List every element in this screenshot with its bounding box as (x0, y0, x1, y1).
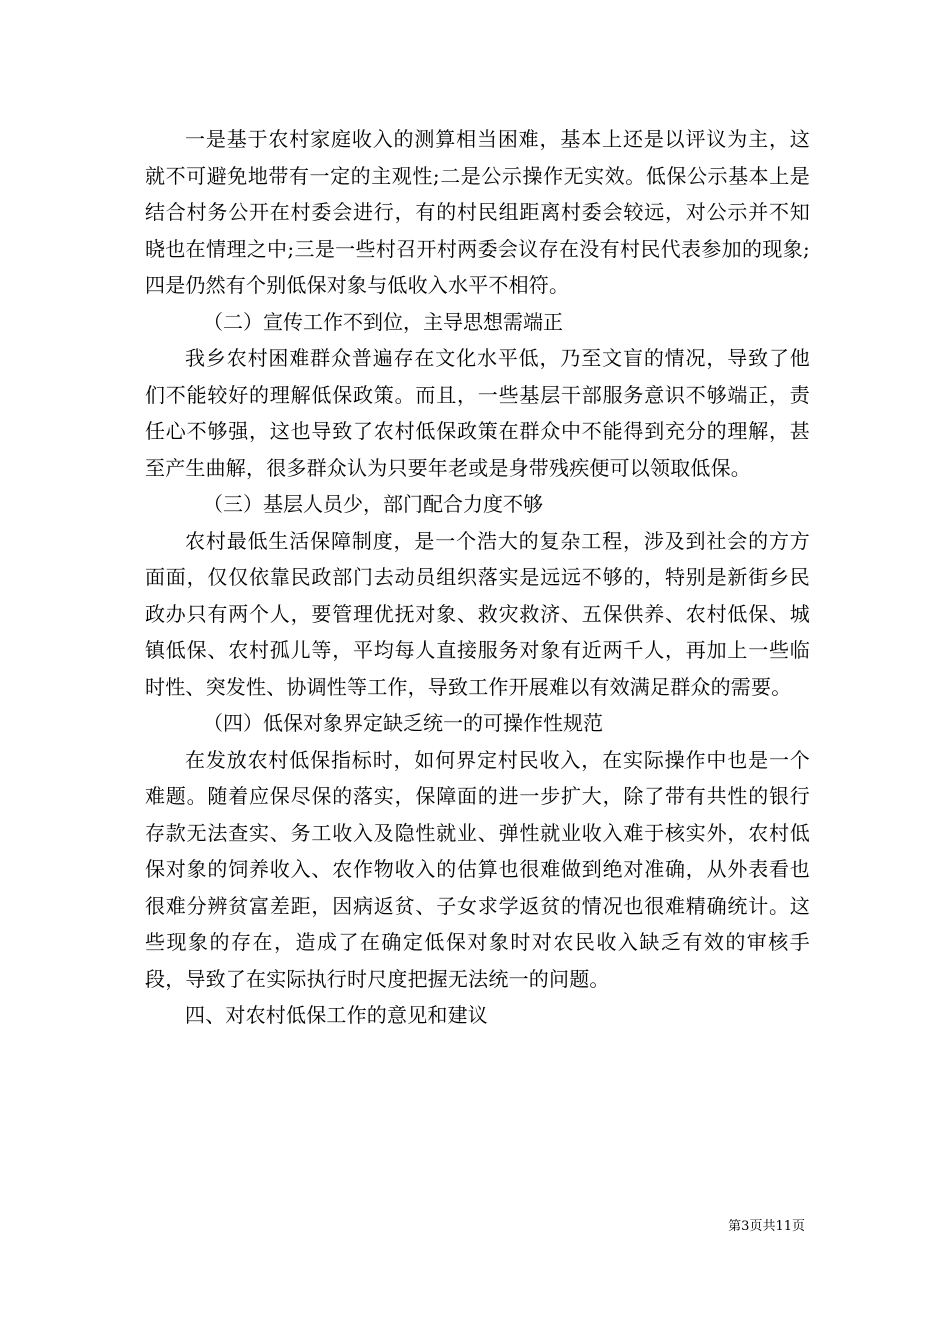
page-number-footer: 第3页共11页 (728, 1219, 805, 1234)
heading-publicity-work: （二）宣传工作不到位，主导思想需端正 (203, 309, 563, 334)
heading-eligibility-standards: （四）低保对象界定缺乏统一的可操作性规范 (203, 711, 603, 735)
paragraph-publicity-work: 我乡农村困难群众普遍存在文化水平低，乃至文盲的情况，导致了他们不能较好的理解低保政策。而且，一些基层干部服务意识不够端正，责任心不够强，这也导致了农村低保政策在群众中不能得到充分的理解，甚至产生曲解，很多群众认为只要年老或是身带残疾便可以领取低保。 (145, 346, 810, 480)
paragraph-grassroots-staff: 农村最低生活保障制度，是一个浩大的复杂工程，涉及到社会的方方面面，仅仅依靠民政部门去动员组织落实是远远不够的，特别是新街乡民政办只有两个人，要管理优抚对象、救灾救济、五保供养、农村低保、城镇低保、农村孤儿等，平均每人直接服务对象有近两千人，再加上一些临时性、突发性、协调性等工作，导致工作开展难以有效满足群众的需要。 (145, 528, 810, 699)
heading-grassroots-staff: （三）基层人员少，部门配合力度不够 (203, 492, 543, 516)
paragraph-eligibility-standards: 在发放农村低保指标时，如何界定村民收入，在实际操作中也是一个难题。随着应保尽保的落实，保障面的进一步扩大，除了带有共性的银行存款无法查实、务工收入及隐性就业、弹性就业收入难于核实外，农村低保对象的饲养收入、农作物收入的估算也很难做到绝对准确，从外表看也很难分辨贫富差距，因病返贫、子女求学返贫的情况也很难精确统计。这些现象的存在，造成了在确定低保对象时对农民收入缺乏有效的审核手段，导致了在实际执行时尺度把握无法统一的问题。 (145, 747, 810, 991)
paragraph-public-notice-issues: 一是基于农村家庭收入的测算相当困难，基本上还是以评议为主，这就不可避免地带有一定的主观性;二是公示操作无实效。低保公示基本上是结合村务公开在村委会进行，有的村民组距离村委会较远，对公示并不知晓也在情理之中;三是一些村召开村两委会议存在没有村民代表参加的现象;四是仍然有个别低保对象与低收入水平不相符。 (145, 127, 810, 297)
section-title-suggestions: 四、对农村低保工作的意见和建议 (185, 1003, 488, 1027)
document-body (145, 121, 810, 1034)
